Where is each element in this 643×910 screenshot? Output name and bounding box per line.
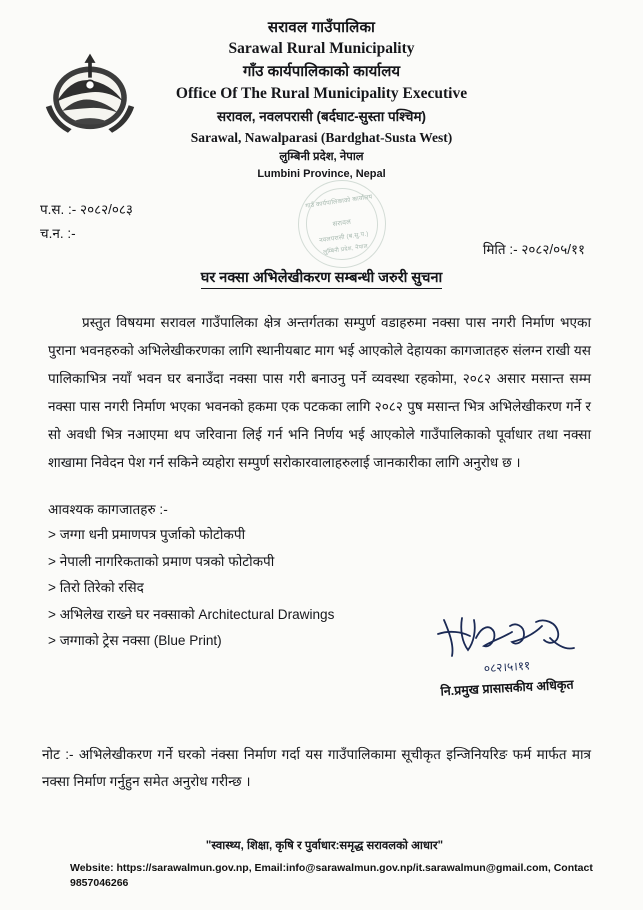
notice-note: नोट :- अभिलेखीकरण गर्ने घरको नंक्सा निर्माण गर्दा यस गाउँपालिकामा सूचीकृत इन्जिनियरिङ फर्म मार्फत मात्र नक्सा निर्माण गर्नुहुन समेत अनुरोध गरीन्छ । bbox=[42, 746, 591, 790]
stamp-line-2: सरावल bbox=[332, 218, 352, 229]
list-item: > अभिलेख राख्ने घर नक्साको Architectural Drawings bbox=[48, 606, 335, 622]
reference-pa-sa: प.स. :- २०८२/०८३ bbox=[40, 202, 133, 218]
page-title bbox=[40, 267, 603, 287]
signature-date: ०८२।५।११ bbox=[483, 658, 531, 676]
header-en-province: Lumbini Province, Nepal bbox=[257, 168, 386, 181]
header-en-office: Office Of The Rural Municipality Executive bbox=[175, 85, 468, 103]
document-footer bbox=[40, 838, 609, 893]
header-np-municipality: सरावल गाउँपालिका bbox=[267, 19, 376, 36]
required-documents-heading: आवश्यक कागजातहरु :- bbox=[48, 501, 168, 517]
office-round-stamp bbox=[292, 174, 391, 273]
signature-block bbox=[417, 612, 597, 699]
document-header bbox=[40, 18, 603, 182]
footer-contact: Website: https://sarawalmun.gov.np, Email:info@sarawalmun.gov.np/it.sarawalmun@gmail.com, Contact 9857046266 bbox=[70, 861, 593, 890]
stamp-line-1: गाउँ कार्यपालिकाको कार्यालय bbox=[304, 193, 373, 211]
stamp-line-4: लुम्बिनी प्रदेश, नेपाल bbox=[322, 243, 369, 256]
page-title-text: घर नक्सा अभिलेखीकरण सम्बन्धी जरुरी सुचना bbox=[201, 270, 443, 289]
header-np-office: गाँउ कार्यपालिकाको कार्यालय bbox=[242, 63, 401, 81]
reference-cha-na: च.न. :- bbox=[40, 225, 76, 241]
list-item: > तिरो तिरेको रसिद bbox=[48, 580, 144, 596]
stamp-line-3: नवलपरासी (ब.सु.प.) bbox=[318, 230, 369, 245]
list-item: > नेपाली नागरिकताको प्रमाण पत्रको फोटोकपी bbox=[48, 553, 275, 569]
list-item: > जग्गा धनी प्रमाणपत्र पुर्जाको फोटोकपी bbox=[48, 527, 246, 543]
list-item: > जग्गाको ट्रेस नक्सा (Blue Print) bbox=[48, 633, 222, 649]
signature-designation: नि.प्रमुख प्रासासकीय अधिकृत bbox=[440, 677, 574, 699]
notice-body-paragraph: प्रस्तुत विषयमा सरावल गाउँपालिका क्षेत्र अन्तर्गतका सम्पुर्ण वडाहरुमा नक्सा पास नगरी निर्माण भएका पुराना भवनहरुको अभिलेखीकरणका लागि स्थानीयबाट माग भई आएकोले देहायका कागजातहरु संलग्न राखी यस पालिकाभित्र नयाँ भवन घर बनाउँदा नक्सा पास गरी बनाउनु पर्ने व्यवस्था रहकोमा, २०८२ असार मसान्त सम्म नक्सा पास नगरी निर्माण भएका भवनको हकमा एक पटकका लागि २०८२ पुष मसान्त भित्र अभिलेखीकरण गर्ने र सो अवधी भित्र नआएमा थप जरिवाना लिई गर्न भनि निर्णय भई आएकोले गाउँपालिकाको पूर्वाधार तथा नक्सा शाखामा निवेदन पेश गर्न सकिने व्यहोरा सम्पुर्ण सरोकारवालाहरुलाई जानकारीका लागि अनुरोध छ । bbox=[48, 315, 591, 470]
header-en-address: Sarawal, Nawalparasi (Bardghat-Susta West) bbox=[190, 129, 453, 145]
document-date: मिति :- २०८२/०५/११ bbox=[482, 242, 585, 258]
header-np-province: लुम्बिनी प्रदेश, नेपाल bbox=[279, 150, 364, 163]
footer-slogan: "स्वास्थ्य, शिक्षा, कृषि र पुर्वाधार:समृद्ध सरावलको आधार" bbox=[205, 839, 444, 852]
header-np-address: सरावल, नवलपरासी (बर्दघाट-सुस्ता पश्चिम) bbox=[216, 109, 427, 125]
nepal-government-emblem-icon bbox=[44, 50, 136, 142]
header-en-municipality: Sarawal Rural Municipality bbox=[228, 40, 415, 58]
reference-block bbox=[40, 193, 603, 258]
